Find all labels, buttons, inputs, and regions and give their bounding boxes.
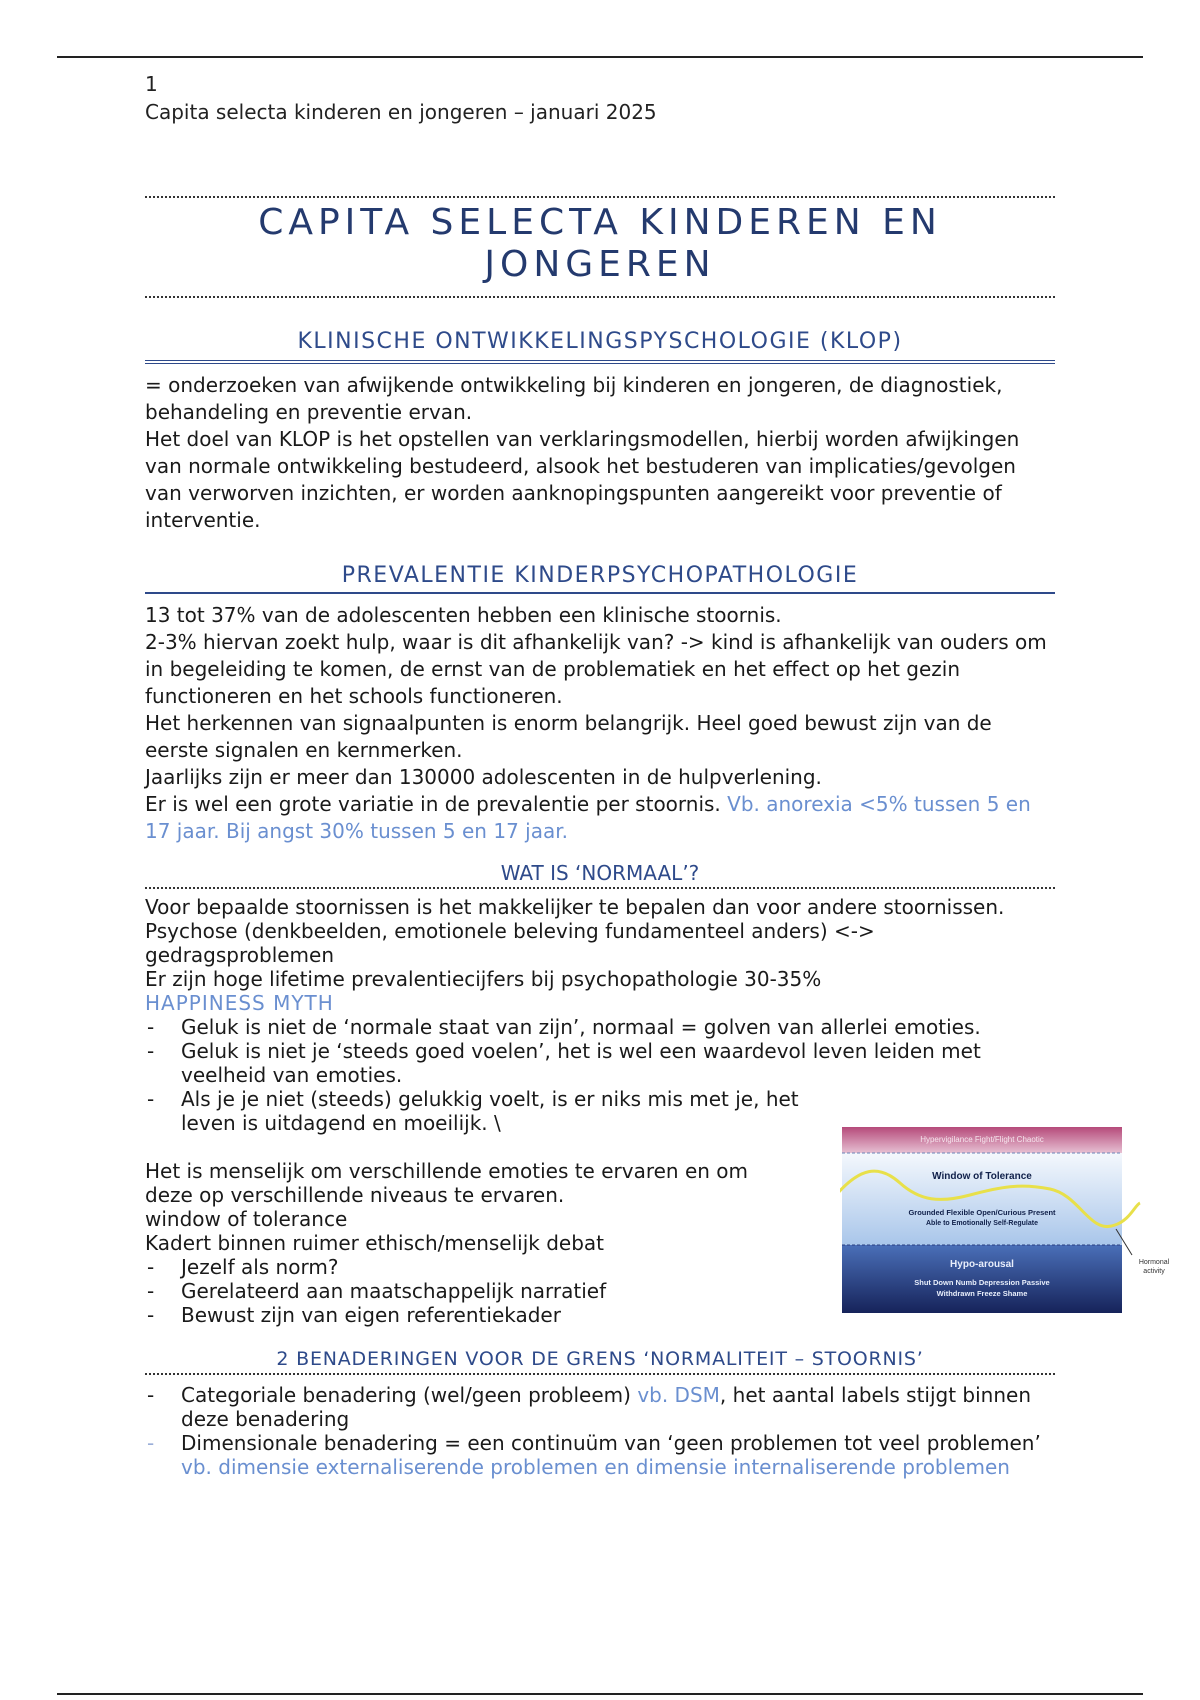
list-item: - Gerelateerd aan maatschappelijk narratief <box>145 1279 1055 1303</box>
list-item <box>145 1383 1055 1431</box>
heading-benaderingen: 2 BENADERINGEN VOOR DE GRENS ‘NORMALITEIT – STOORNIS’ <box>145 1345 1055 1375</box>
normaal-p3: Het is menselijk om verschillende emoties te ervaren en om deze op verschillende niveaus te ervaren. <box>145 1159 749 1207</box>
normaal-p5: Kadert binnen ruimer ethisch/menselijk debat <box>145 1231 605 1255</box>
side-label-1: Hormonal <box>1138 1259 1170 1266</box>
list-item: - Geluk is niet je ‘steeds goed voelen’, het is wel een waardevol leven leiden met veelheid van emoties. <box>145 1039 1055 1087</box>
list-item: - Bewust zijn van eigen referentiekader <box>145 1303 1055 1327</box>
top-band-text: Hypervigilance Fight/Flight Chaotic <box>920 1135 1044 1144</box>
prevalentie-p4: Jaarlijks zijn er meer dan 130000 adolescenten in de hulpverlening. <box>145 765 822 789</box>
normaal-p1: Voor bepaalde stoornissen is het makkelijker te bepalen dan voor andere stoornissen. Psychose (denkbeelden, emotionele beleving fundamenteel anders) <-> gedragsproblemen <box>145 895 1005 967</box>
prevalentie-p2: 2-3% hiervan zoekt hulp, waar is dit afhankelijk van? -> kind is afhankelijk van ouders om in begeleiding te komen, de ernst van de problematiek en het effect op het gezin functioneren en het schools functioneren. <box>145 630 1047 708</box>
list-item: - Jezelf als norm? <box>145 1255 1055 1279</box>
bottom-rule <box>57 1693 1143 1695</box>
item1-tail: , het aantal labels stijgt binnen deze benadering <box>181 1383 1032 1431</box>
klop-goal: Het doel van KLOP is het opstellen van verklaringsmodellen, hierbij worden afwijkingen van normale ontwikkeling bestudeerd, alsook het bestuderen van implicaties/gevolgen van verworven inzichten, er worden aanknopingspunten aangereikt voor preventie of interventie. <box>145 427 1020 532</box>
page-number: 1 <box>145 72 158 96</box>
document-title: CAPITA SELECTA KINDEREN EN JONGEREN <box>258 202 942 285</box>
title-box <box>145 196 1055 298</box>
happiness-myth-list <box>145 1015 1055 1135</box>
item1-example: vb. DSM <box>637 1383 720 1407</box>
item2-text: Dimensionale benadering = een continuüm van ‘geen problemen tot veel problemen’ <box>181 1431 1041 1455</box>
window-title: Window of Tolerance <box>932 1171 1032 1182</box>
window-line-2: Able to Emotionally Self-Regulate <box>925 1220 1039 1227</box>
window-of-tolerance-figure <box>840 1125 1180 1315</box>
heading-normaal: WAT IS ‘NORMAAL’? <box>145 859 1055 889</box>
list-item: - Als je je niet (steeds) gelukkig voelt, is er niks mis met je, het leven is uitdagend en moeilijk. \ <box>145 1087 831 1135</box>
happiness-myth-heading: HAPPINESS MYTH <box>145 991 334 1015</box>
prevalentie-example: Vb. anorexia <5% tussen 5 en 17 jaar. Bij angst 30% tussen 5 en 17 jaar. <box>145 792 1031 843</box>
klop-definition: = onderzoeken van afwijkende ontwikkeling bij kinderen en jongeren, de diagnostiek, behandeling en preventie ervan. <box>145 373 1003 424</box>
prevalentie-p1: 13 tot 37% van de adolescenten hebben een klinische stoornis. <box>145 603 782 627</box>
running-title: Capita selecta kinderen en jongeren – januari 2025 <box>145 100 657 124</box>
hypo-title: Hypo-arousal <box>950 1259 1014 1270</box>
prevalentie-p3: Het herkennen van signaalpunten is enorm belangrijk. Heel goed bewust zijn van de eerste signalen en kernmerken. <box>145 711 992 762</box>
heading-klop: KLINISCHE ONTWIKKELINGSPYSCHOLOGIE (KLOP) <box>145 326 1055 364</box>
prevalentie-p5 <box>145 791 1055 845</box>
hypo-line-1: Shut Down Numb Depression Passive <box>914 1278 1050 1287</box>
normaal-p2: Er zijn hoge lifetime prevalentiecijfers bij psychopathologie 30-35% <box>145 967 822 991</box>
list-item: - Geluk is niet de ‘normale staat van zijn’, normaal = golven van allerlei emoties. <box>145 1015 1055 1039</box>
tolerance-band <box>842 1153 1122 1245</box>
heading-prevalentie: PREVALENTIE KINDERPSYCHOPATHOLOGIE <box>145 560 1055 594</box>
side-label-2: activity <box>1143 1268 1165 1275</box>
list-item <box>145 1431 1055 1479</box>
top-rule <box>57 56 1143 58</box>
window-line-1: Grounded Flexible Open/Curious Present <box>908 1208 1056 1217</box>
prevalentie-p5-text: Er is wel een grote variatie in de prevalentie per stoornis. <box>145 792 728 816</box>
item1-text: Categoriale benadering (wel/geen probleem) <box>181 1383 638 1407</box>
normaal-p4: window of tolerance <box>145 1207 348 1231</box>
hypo-line-2: Withdrawn Freeze Shame <box>936 1289 1028 1298</box>
item2-example: vb. dimensie externaliserende problemen en dimensie internaliserende problemen <box>181 1455 1010 1479</box>
page-header <box>145 70 657 126</box>
benaderingen-list <box>145 1383 1055 1479</box>
